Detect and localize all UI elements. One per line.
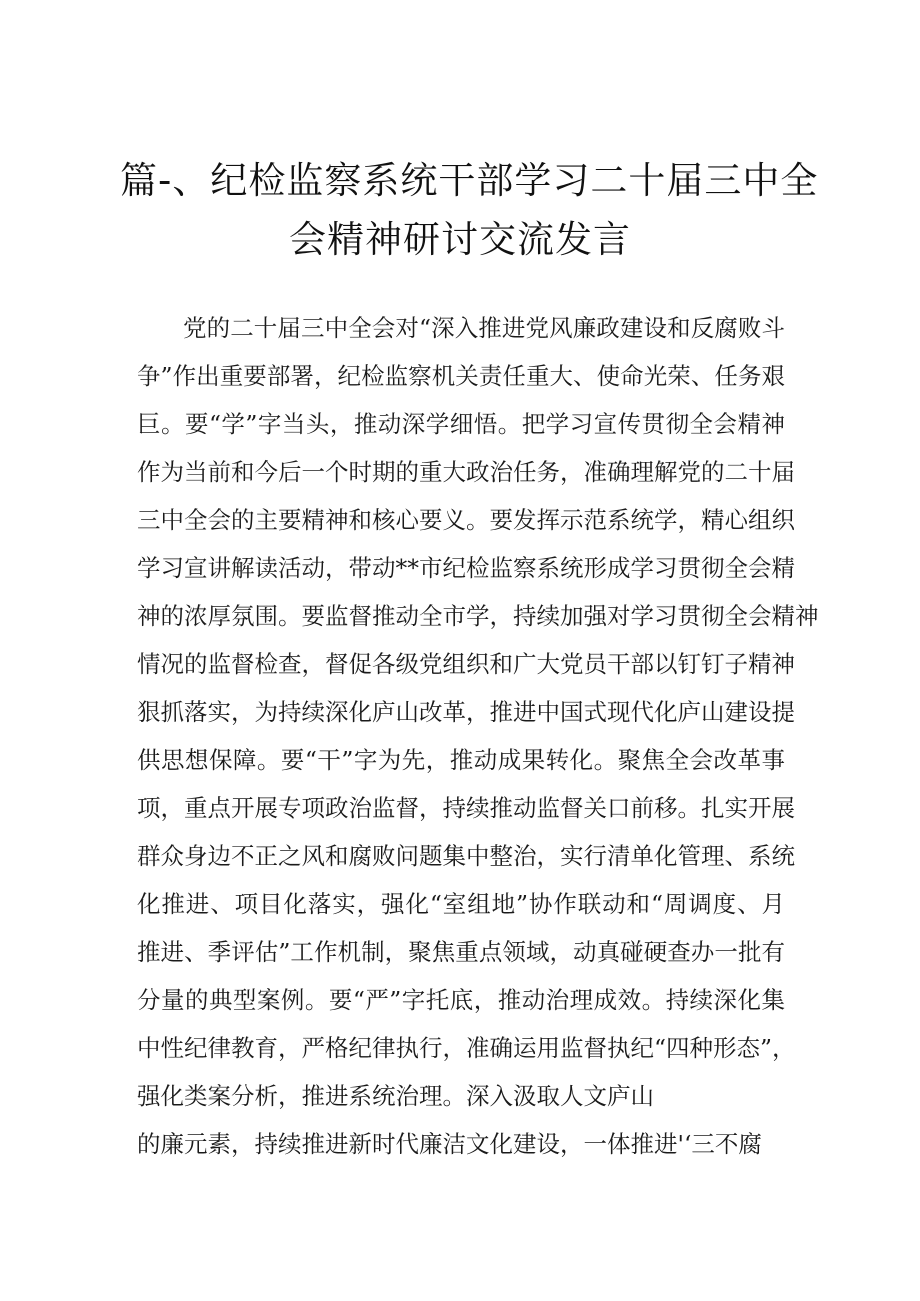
body-line-4: 作为当前和今后一个时期的重大政治任务，准确理解党的二十届 (137, 458, 795, 486)
body-line-7: 神的浓厚氛围。要监督推动全市学，持续加强对学习贯彻全会精神 (137, 602, 819, 630)
body-line-5: 三中全会的主要精神和核心要义。要发挥示范系统学，精心组织 (137, 506, 795, 534)
body-line-15: 分量的典型案例。要“严”字托底，推动治理成效。持续深化集 (137, 986, 785, 1014)
body-line-10: 供思想保障。要“干”字为先，推动成果转化。聚焦全会改革事 (137, 746, 785, 774)
body-line-6: 学习宣讲解读活动，带动**市纪检监察系统形成学习贯彻全会精 (137, 554, 795, 582)
body-line-17: 强化类案分析，推进系统治理。深入汲取人文庐山 (137, 1082, 654, 1110)
body-line-11: 项，重点开展专项政治监督，持续推动监督关口前移。扎实开展 (137, 794, 795, 822)
body-line-9: 狠抓落实，为持续深化庐山改革，推进中国式现代化庐山建设提 (137, 698, 795, 726)
body-line-2: 争”作出重要部署，纪检监察机关责任重大、使命光荣、任务艰 (137, 362, 785, 390)
body-line-13: 化推进、项目化落实，强化“室组地”协作联动和“周调度、月 (137, 890, 785, 918)
body-line-18: 的廉元素，持续推进新时代廉洁文化建设，一体推进'‘三不腐 (137, 1130, 762, 1158)
document-title-line-2: 会精神研讨交流发言 (289, 218, 631, 261)
body-line-1: 党的二十届三中全会对“深入推进党风廉政建设和反腐败斗 (183, 314, 785, 342)
body-line-14: 推进、季评估”工作机制，聚焦重点领域，动真碰硬查办一批有 (137, 938, 785, 966)
body-line-16: 中性纪律教育，严格纪律执行，准确运用监督执纪“四种形态”， (137, 1034, 796, 1062)
document-title-line-1: 篇-、纪检监察系统干部学习二十届三中全 (120, 159, 819, 202)
body-line-3: 巨。要“学”字当头，推动深学细悟。把学习宣传贯彻全会精神 (137, 410, 785, 438)
body-line-12: 群众身边不正之风和腐败问题集中整治，实行清单化管理、系统 (137, 842, 795, 870)
body-line-8: 情况的监督检查，督促各级党组织和广大党员干部以钉钉子精神 (137, 650, 795, 678)
